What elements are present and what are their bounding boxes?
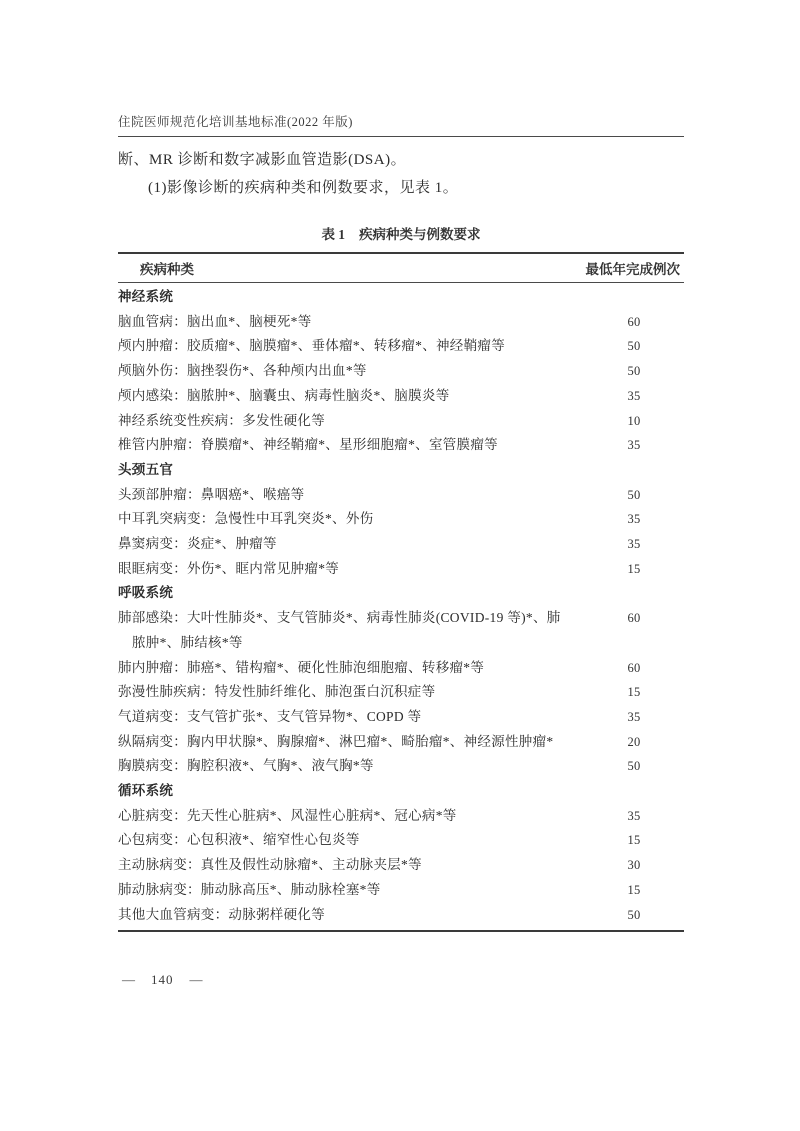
min-annual-cases-cell: 35 — [627, 438, 641, 453]
min-annual-cases-cell: 35 — [627, 709, 641, 724]
table-row — [118, 730, 684, 755]
disease-type-cell: 颅脑外伤：脑挫裂伤*、各种颅内出血*等 — [118, 363, 367, 379]
table-row — [118, 384, 684, 409]
column-header-disease-type: 疾病种类 — [140, 262, 194, 277]
table-section-row — [118, 458, 684, 483]
table-row — [118, 705, 684, 730]
min-annual-cases-cell: 35 — [627, 512, 641, 527]
table-row — [118, 680, 684, 705]
disease-requirements-table — [118, 252, 684, 932]
table-row — [118, 507, 684, 532]
disease-type-cell: 肺部感染：大叶性肺炎*、支气管肺炎*、病毒性肺炎(COVID-19 等)*、肺 脓肿*、肺结核*等 — [118, 610, 561, 650]
body-paragraph-intro: (1)影像诊断的疾病种类和例数要求，见表 1。 — [148, 180, 459, 196]
table-row — [118, 433, 684, 458]
disease-type-cell: 气道病变：支气管扩张*、支气管异物*、COPD 等 — [118, 708, 422, 724]
disease-type-cell: 心包病变：心包积液*、缩窄性心包炎等 — [118, 832, 360, 848]
running-header: 住院医师规范化培训基地标准(2022 年版) — [118, 112, 684, 137]
table-row — [118, 828, 684, 853]
disease-type-cell: 其他大血管病变：动脉粥样硬化等 — [118, 906, 325, 922]
page-content — [118, 112, 684, 932]
min-annual-cases-cell: 50 — [627, 339, 641, 354]
min-annual-cases-cell: 60 — [627, 660, 641, 675]
disease-type-cell: 神经系统 — [118, 289, 174, 304]
table-section-row — [118, 779, 684, 804]
disease-type-cell: 颅内感染：脑脓肿*、脑囊虫、病毒性脑炎*、脑膜炎等 — [118, 387, 450, 403]
footer-left-dash: — — [122, 972, 135, 987]
min-annual-cases-cell: 50 — [627, 487, 641, 502]
disease-type-cell: 头颈五官 — [118, 461, 174, 477]
table-row — [118, 754, 684, 779]
min-annual-cases-cell: 15 — [627, 882, 641, 897]
table-caption-title: 疾病种类与例数要求 — [359, 227, 481, 242]
min-annual-cases-cell: 15 — [627, 833, 641, 848]
min-annual-cases-cell: 10 — [627, 413, 641, 428]
disease-type-cell: 纵隔病变：胸内甲状腺*、胸腺瘤*、淋巴瘤*、畸胎瘤*、神经源性肿瘤* — [118, 733, 554, 749]
min-annual-cases-cell: 35 — [627, 808, 641, 823]
disease-type-cell: 胸膜病变：胸腔积液*、气胸*、液气胸*等 — [118, 758, 374, 774]
table-row — [118, 903, 684, 928]
table-row — [118, 853, 684, 878]
disease-type-cell: 椎管内肿瘤：脊膜瘤*、神经鞘瘤*、星形细胞瘤*、室管膜瘤等 — [118, 437, 498, 453]
footer-right-dash: — — [189, 972, 203, 987]
table-row — [118, 334, 684, 359]
table-row — [118, 532, 684, 557]
min-annual-cases-cell: 15 — [627, 685, 641, 700]
min-annual-cases-cell: 20 — [627, 734, 641, 749]
page-footer — [122, 972, 203, 988]
disease-type-cell: 心脏病变：先天性心脏病*、风湿性心脏病*、冠心病*等 — [118, 807, 457, 823]
min-annual-cases-cell: 50 — [627, 759, 641, 774]
table-row — [118, 557, 684, 582]
table-section-row — [118, 285, 684, 310]
min-annual-cases-cell: 60 — [627, 314, 641, 329]
table-body — [118, 283, 684, 930]
disease-type-cell: 脑血管病：脑出血*、脑梗死*等 — [118, 313, 312, 329]
body-paragraph-continuation: 断、MR 诊断和数字减影血管造影(DSA)。 — [118, 152, 407, 168]
table-row — [118, 483, 684, 508]
table-row — [118, 359, 684, 384]
min-annual-cases-cell: 15 — [627, 561, 641, 576]
disease-type-cell: 眼眶病变：外伤*、眶内常见肿瘤*等 — [118, 560, 340, 576]
min-annual-cases-cell: 50 — [627, 364, 641, 379]
min-annual-cases-cell: 30 — [627, 858, 641, 873]
table-row — [118, 804, 684, 829]
table-section-row — [118, 581, 684, 606]
table-row — [118, 878, 684, 903]
min-annual-cases-cell: 60 — [627, 611, 641, 626]
disease-type-cell: 鼻窦病变：炎症*、肿瘤等 — [118, 536, 277, 552]
disease-type-cell: 中耳乳突病变：急慢性中耳乳突炎*、外伤 — [118, 511, 374, 527]
page-number: 140 — [151, 972, 174, 987]
table-row — [118, 310, 684, 335]
disease-type-cell: 神经系统变性疾病：多发性硬化等 — [118, 412, 325, 428]
min-annual-cases-cell: 35 — [627, 388, 641, 403]
table-row — [118, 606, 684, 655]
disease-type-cell: 循环系统 — [118, 783, 174, 799]
disease-type-cell: 肺内肿瘤：肺癌*、错构瘤*、硬化性肺泡细胞瘤、转移瘤*等 — [118, 659, 485, 675]
disease-type-cell: 肺动脉病变：肺动脉高压*、肺动脉栓塞*等 — [118, 881, 381, 897]
disease-type-cell: 弥漫性肺疾病：特发性肺纤维化、肺泡蛋白沉积症等 — [118, 684, 436, 700]
table-header-row — [118, 254, 684, 283]
table-caption — [118, 223, 684, 243]
table-caption-label: 表 1 — [321, 227, 346, 242]
min-annual-cases-cell: 50 — [627, 907, 641, 922]
disease-type-cell: 颅内肿瘤：胶质瘤*、脑膜瘤*、垂体瘤*、转移瘤*、神经鞘瘤等 — [118, 338, 505, 354]
disease-type-cell: 头颈部肿瘤：鼻咽癌*、喉癌等 — [118, 486, 305, 502]
table-row — [118, 656, 684, 681]
disease-type-cell: 主动脉病变：真性及假性动脉瘤*、主动脉夹层*等 — [118, 857, 422, 873]
column-header-min-annual-cases: 最低年完成例次 — [585, 262, 680, 277]
min-annual-cases-cell: 35 — [627, 537, 641, 552]
table-row — [118, 409, 684, 434]
disease-type-cell: 呼吸系统 — [118, 585, 174, 601]
